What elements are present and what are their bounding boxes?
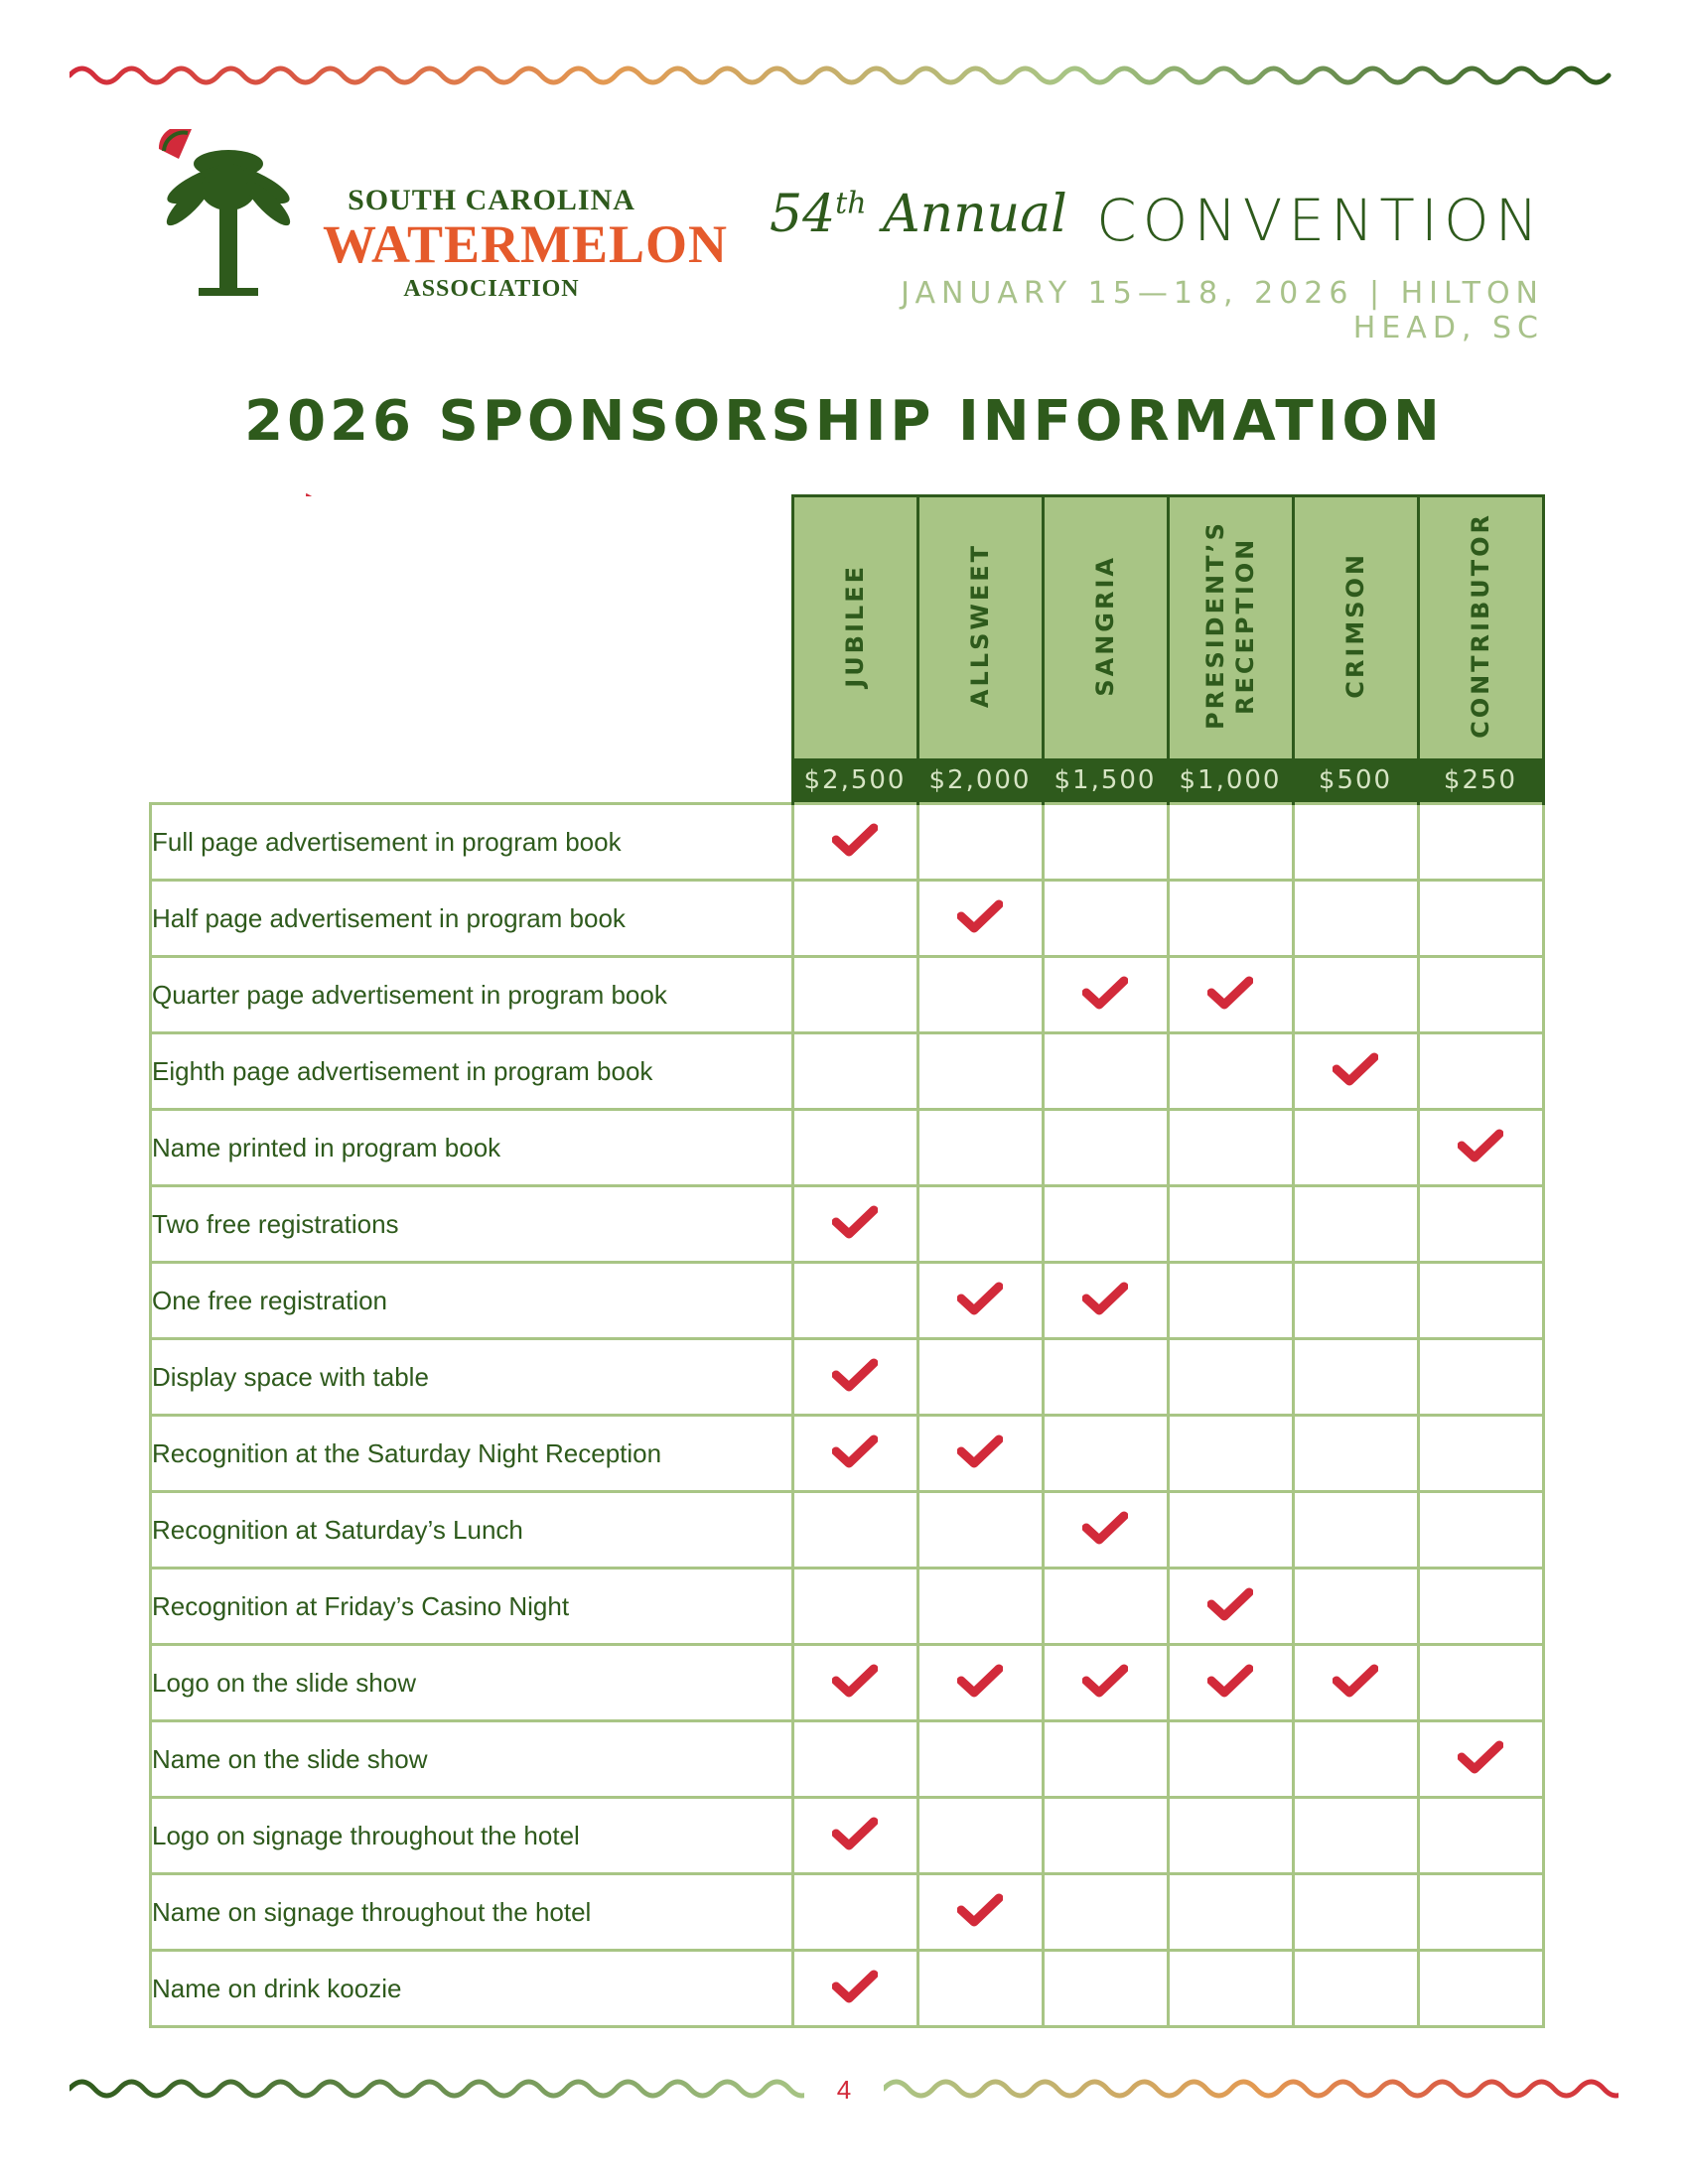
table-row (151, 1339, 1544, 1416)
tier-header: SANGRIA (1043, 496, 1168, 759)
tier-cell (1293, 804, 1418, 881)
tier-cell (1168, 1874, 1293, 1951)
tier-cell (1418, 1186, 1543, 1263)
tier-cell (1168, 1721, 1293, 1798)
tier-cell (1418, 1721, 1543, 1798)
tier-cell (1418, 804, 1543, 881)
tier-cell (1418, 1263, 1543, 1339)
tier-cell (1043, 1263, 1168, 1339)
tier-cell (1043, 1416, 1168, 1492)
table-row (151, 957, 1544, 1033)
checkmark-icon (832, 1434, 878, 1468)
table-corner (151, 496, 793, 804)
feature-label: Name on signage throughout the hotel (151, 1874, 793, 1951)
tier-cell (792, 1492, 917, 1569)
feature-label: Full page advertisement in program book (151, 804, 793, 881)
tier-cell (1293, 1492, 1418, 1569)
association-logo (144, 129, 730, 308)
tier-cell (1168, 957, 1293, 1033)
convention-word: CONVENTION (1096, 187, 1544, 254)
table-row (151, 1569, 1544, 1645)
feature-label: Eighth page advertisement in program book (151, 1033, 793, 1110)
tier-cell (1293, 1798, 1418, 1874)
tier-header: ALLSWEET (917, 496, 1043, 759)
checkmark-icon (1082, 1511, 1128, 1545)
tier-price: $500 (1293, 758, 1418, 804)
feature-label: Half page advertisement in program book (151, 881, 793, 957)
table-row (151, 1798, 1544, 1874)
tier-cell (917, 1798, 1043, 1874)
tier-cell (1043, 1951, 1168, 2027)
tier-cell (1168, 1339, 1293, 1416)
feature-label: Recognition at Saturday’s Lunch (151, 1492, 793, 1569)
checkmark-icon (957, 1282, 1003, 1315)
sponsorship-table (149, 494, 1545, 2028)
tier-cell (1293, 1721, 1418, 1798)
tier-cell (1168, 1033, 1293, 1110)
checkmark-icon (832, 1664, 878, 1698)
tier-cell (1168, 1416, 1293, 1492)
table-row (151, 1263, 1544, 1339)
tier-cell (1043, 1110, 1168, 1186)
feature-label: Logo on the slide show (151, 1645, 793, 1721)
tier-cell (792, 957, 917, 1033)
tier-cell (1418, 1798, 1543, 1874)
tier-cell (1293, 957, 1418, 1033)
tier-cell (1293, 1339, 1418, 1416)
tier-cell (1043, 881, 1168, 957)
tier-cell (1293, 1186, 1418, 1263)
tier-price: $1,500 (1043, 758, 1168, 804)
tier-cell (792, 1416, 917, 1492)
checkmark-icon (1333, 1052, 1378, 1086)
feature-label: Quarter page advertisement in program book (151, 957, 793, 1033)
table-row (151, 1951, 1544, 2027)
checkmark-icon (832, 1205, 878, 1239)
feature-label: Two free registrations (151, 1186, 793, 1263)
tier-cell (1043, 1798, 1168, 1874)
logo-line-3: ASSOCIATION (403, 276, 580, 302)
feature-label: One free registration (151, 1263, 793, 1339)
tier-cell (1418, 957, 1543, 1033)
tier-cell (1168, 1492, 1293, 1569)
tier-cell (917, 804, 1043, 881)
tier-cell (917, 1110, 1043, 1186)
tier-price: $1,000 (1168, 758, 1293, 804)
checkmark-icon (1458, 1129, 1503, 1162)
feature-label: Name on drink koozie (151, 1951, 793, 2027)
checkmark-icon (1082, 1282, 1128, 1315)
tier-cell (1418, 1645, 1543, 1721)
tier-cell (1043, 804, 1168, 881)
tier-cell (1293, 1569, 1418, 1645)
tier-cell (917, 1645, 1043, 1721)
tier-cell (1168, 881, 1293, 957)
tier-cell (1418, 881, 1543, 957)
tier-price: $250 (1418, 758, 1543, 804)
tier-cell (1418, 1951, 1543, 2027)
tier-cell (1168, 1110, 1293, 1186)
checkmark-icon (1082, 976, 1128, 1010)
tier-cell (1043, 1645, 1168, 1721)
tier-cell (1293, 1110, 1418, 1186)
convention-ordinal: 54th Annual (770, 185, 1067, 244)
bottom-wave-left (70, 2075, 804, 2105)
tier-cell (792, 1874, 917, 1951)
bottom-wave-right (884, 2075, 1618, 2105)
tier-cell (917, 881, 1043, 957)
tier-cell (917, 1951, 1043, 2027)
feature-label: Logo on signage throughout the hotel (151, 1798, 793, 1874)
tier-cell (792, 1033, 917, 1110)
checkmark-icon (832, 1817, 878, 1850)
tier-cell (1418, 1569, 1543, 1645)
logo-line-1: SOUTH CAROLINA (348, 184, 635, 216)
table-row (151, 1492, 1544, 1569)
tier-cell (1168, 1186, 1293, 1263)
feature-label: Display space with table (151, 1339, 793, 1416)
tier-cell (917, 1492, 1043, 1569)
tier-cell (792, 1645, 917, 1721)
tier-cell (917, 1263, 1043, 1339)
tier-cell (792, 1186, 917, 1263)
tier-cell (1043, 1339, 1168, 1416)
tier-header: PRESIDENT’S RECEPTION (1168, 496, 1293, 759)
feature-label: Recognition at the Saturday Night Reception (151, 1416, 793, 1492)
table-row (151, 1033, 1544, 1110)
tier-cell (792, 1263, 917, 1339)
tier-cell (1418, 1492, 1543, 1569)
tier-cell (792, 1798, 917, 1874)
checkmark-icon (832, 823, 878, 857)
tier-cell (1418, 1339, 1543, 1416)
tier-price: $2,500 (792, 758, 917, 804)
feature-label: Recognition at Friday’s Casino Night (151, 1569, 793, 1645)
tier-cell (1168, 804, 1293, 881)
checkmark-icon (1458, 1740, 1503, 1774)
tier-cell (1168, 1798, 1293, 1874)
tier-cell (917, 1339, 1043, 1416)
tier-cell (917, 1416, 1043, 1492)
tier-cell (917, 1569, 1043, 1645)
tier-header: JUBILEE (792, 496, 917, 759)
tier-cell (1418, 1874, 1543, 1951)
tier-cell (1043, 957, 1168, 1033)
tier-cell (1418, 1110, 1543, 1186)
tier-cell (917, 1721, 1043, 1798)
table-row (151, 1721, 1544, 1798)
tier-cell (792, 881, 917, 957)
table-row (151, 1186, 1544, 1263)
tier-cell (1293, 1033, 1418, 1110)
checkmark-icon (1207, 1587, 1253, 1621)
feature-label: Name on the slide show (151, 1721, 793, 1798)
table-row (151, 1874, 1544, 1951)
checkmark-icon (957, 1434, 1003, 1468)
checkmark-icon (1207, 1664, 1253, 1698)
table-row (151, 881, 1544, 957)
table-row (151, 1416, 1544, 1492)
logo-line-2: WATERMELON (323, 214, 729, 274)
palmetto-tree-icon (144, 129, 313, 303)
tier-cell (917, 1033, 1043, 1110)
checkmark-icon (957, 1664, 1003, 1698)
tier-cell (792, 1721, 917, 1798)
tier-cell (1293, 881, 1418, 957)
checkmark-icon (832, 1358, 878, 1392)
tier-cell (1043, 1569, 1168, 1645)
tier-cell (1293, 1645, 1418, 1721)
convention-heading (770, 179, 1544, 268)
checkmark-icon (957, 1893, 1003, 1927)
tier-header: CONTRIBUTOR (1418, 496, 1543, 759)
table-row (151, 1110, 1544, 1186)
page-title: 2026 SPONSORSHIP INFORMATION (244, 389, 1444, 454)
checkmark-icon (957, 899, 1003, 933)
tier-cell (1043, 1186, 1168, 1263)
tier-cell (792, 1110, 917, 1186)
tier-cell (1043, 1033, 1168, 1110)
tier-price: $2,000 (917, 758, 1043, 804)
checkmark-icon (1207, 976, 1253, 1010)
tier-cell (1168, 1263, 1293, 1339)
top-wave-divider (70, 62, 1618, 91)
checkmark-icon (1333, 1664, 1378, 1698)
tier-cell (1293, 1416, 1418, 1492)
tier-cell (1043, 1492, 1168, 1569)
checkmark-icon (1082, 1664, 1128, 1698)
tier-cell (1043, 1721, 1168, 1798)
table-row (151, 1645, 1544, 1721)
tier-cell (792, 1339, 917, 1416)
tier-cell (1293, 1874, 1418, 1951)
dates-location: JANUARY 15—18, 2026 | HILTON HEAD, SC (901, 276, 1544, 345)
tier-cell (1418, 1416, 1543, 1492)
tier-cell (792, 804, 917, 881)
tier-cell (917, 1186, 1043, 1263)
tier-cell (792, 1569, 917, 1645)
tier-cell (1168, 1645, 1293, 1721)
tier-cell (1168, 1951, 1293, 2027)
tier-cell (1293, 1951, 1418, 2027)
tier-cell (1293, 1263, 1418, 1339)
tier-cell (1043, 1874, 1168, 1951)
tier-cell (1168, 1569, 1293, 1645)
table-row (151, 804, 1544, 881)
feature-label: Name printed in program book (151, 1110, 793, 1186)
tier-cell (1418, 1033, 1543, 1110)
tier-header: CRIMSON (1293, 496, 1418, 759)
tier-cell (917, 957, 1043, 1033)
page-number: 4 (836, 2075, 852, 2105)
checkmark-icon (832, 1970, 878, 2003)
tier-cell (917, 1874, 1043, 1951)
tier-cell (792, 1951, 917, 2027)
